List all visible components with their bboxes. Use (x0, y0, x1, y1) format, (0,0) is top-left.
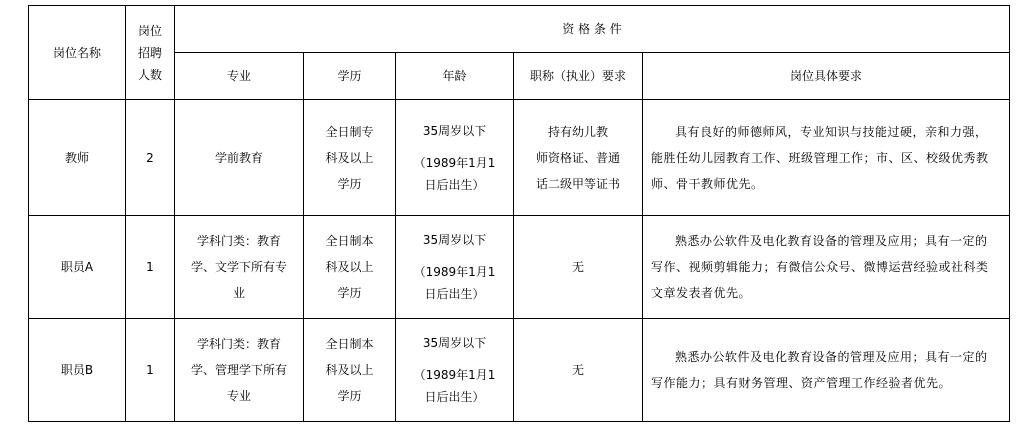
cell-position: 职员A (29, 216, 126, 319)
header-specific-requirement: 岗位具体要求 (643, 53, 1010, 100)
cell-age-birth: （1989年1月1 (413, 155, 496, 170)
table-row (29, 216, 1010, 319)
cell-requirement-text: 具有良好的师德师风，专业知识与技能过硬，亲和力强，能胜任幼儿园教育工作、班级管理工作；市、区、校级优秀教师、骨干教师优先。 (651, 124, 989, 191)
cell-major (175, 216, 304, 319)
cell-major-line: 学科门类：教育 (196, 337, 281, 351)
cell-specific-requirement (643, 319, 1010, 422)
header-recruit-count-line: 人数 (137, 67, 162, 82)
cell-education-line: 科及以上 (325, 260, 374, 274)
cell-major-line: 学、文学下所有专 (190, 260, 287, 274)
cell-requirement-text: 熟悉办公软件及电化教育设备的管理及应用；具有一定的写作能力；具有财务管理、资产管理工作经验者优先。 (651, 350, 988, 390)
cell-education (304, 216, 396, 319)
cell-count: 1 (126, 216, 175, 319)
cell-title-line: 无 (571, 260, 584, 274)
header-education: 学历 (304, 53, 396, 100)
header-major: 专业 (175, 53, 304, 100)
header-position-name: 岗位名称 (29, 6, 126, 100)
cell-age (396, 216, 514, 319)
cell-count: 1 (126, 319, 175, 422)
cell-education-line: 科及以上 (325, 363, 374, 377)
recruitment-table (28, 5, 1010, 422)
cell-age (396, 319, 514, 422)
cell-title-requirement (514, 100, 643, 216)
cell-education-line: 科及以上 (325, 150, 374, 165)
cell-specific-requirement (643, 100, 1010, 216)
cell-age-limit: 35周岁以下 (422, 233, 487, 247)
cell-education (304, 100, 396, 216)
cell-major-line: 学前教育 (214, 150, 263, 165)
cell-major-line: 学科门类：教育 (196, 234, 281, 248)
cell-age-birth: 日后出生） (424, 287, 485, 301)
cell-major (175, 319, 304, 422)
cell-title-requirement (514, 216, 643, 319)
cell-major-line: 业 (232, 286, 245, 300)
cell-age (396, 100, 514, 216)
cell-major-line: 学、管理学下所有 (190, 363, 287, 377)
cell-position: 教师 (29, 100, 126, 216)
cell-education-line: 全日制专 (325, 124, 374, 139)
cell-count: 2 (126, 100, 175, 216)
cell-education (304, 319, 396, 422)
cell-title-line: 师资格证、普通 (535, 150, 620, 165)
cell-specific-requirement (643, 216, 1010, 319)
header-age: 年龄 (396, 53, 514, 100)
cell-title-line: 无 (571, 363, 584, 377)
table-row (29, 319, 1010, 422)
cell-title-line: 持有幼儿教 (547, 124, 608, 139)
header-qualifications: 资 格 条 件 (175, 6, 1010, 53)
header-recruit-count-line: 岗位 (137, 23, 162, 38)
cell-position: 职员B (29, 319, 126, 422)
cell-education-line: 全日制本 (325, 337, 374, 351)
cell-title-requirement (514, 319, 643, 422)
cell-title-line: 话二级甲等证书 (535, 176, 620, 191)
cell-major (175, 100, 304, 216)
cell-education-line: 学历 (337, 286, 362, 300)
cell-age-birth: 日后出生） (424, 390, 485, 404)
header-recruit-count-line: 招聘 (137, 45, 162, 60)
cell-education-line: 全日制本 (325, 234, 374, 248)
cell-major-line: 专业 (226, 389, 251, 403)
cell-requirement-text: 熟悉办公软件及电化教育设备的管理及应用；具有一定的写作、视频剪辑能力；有微信公众号、微博运营经验或社科类文章发表者优先。 (651, 234, 989, 300)
cell-education-line: 学历 (337, 389, 362, 403)
header-recruit-count (126, 6, 175, 100)
table-row (29, 100, 1010, 216)
header-title-requirement: 职称（执业）要求 (514, 53, 643, 100)
cell-age-birth: （1989年1月1 (413, 265, 496, 279)
cell-age-limit: 35周岁以下 (422, 336, 487, 350)
cell-age-limit: 35周岁以下 (422, 123, 487, 138)
cell-education-line: 学历 (337, 176, 362, 191)
cell-age-birth: （1989年1月1 (413, 368, 496, 382)
cell-age-birth: 日后出生） (424, 177, 485, 192)
